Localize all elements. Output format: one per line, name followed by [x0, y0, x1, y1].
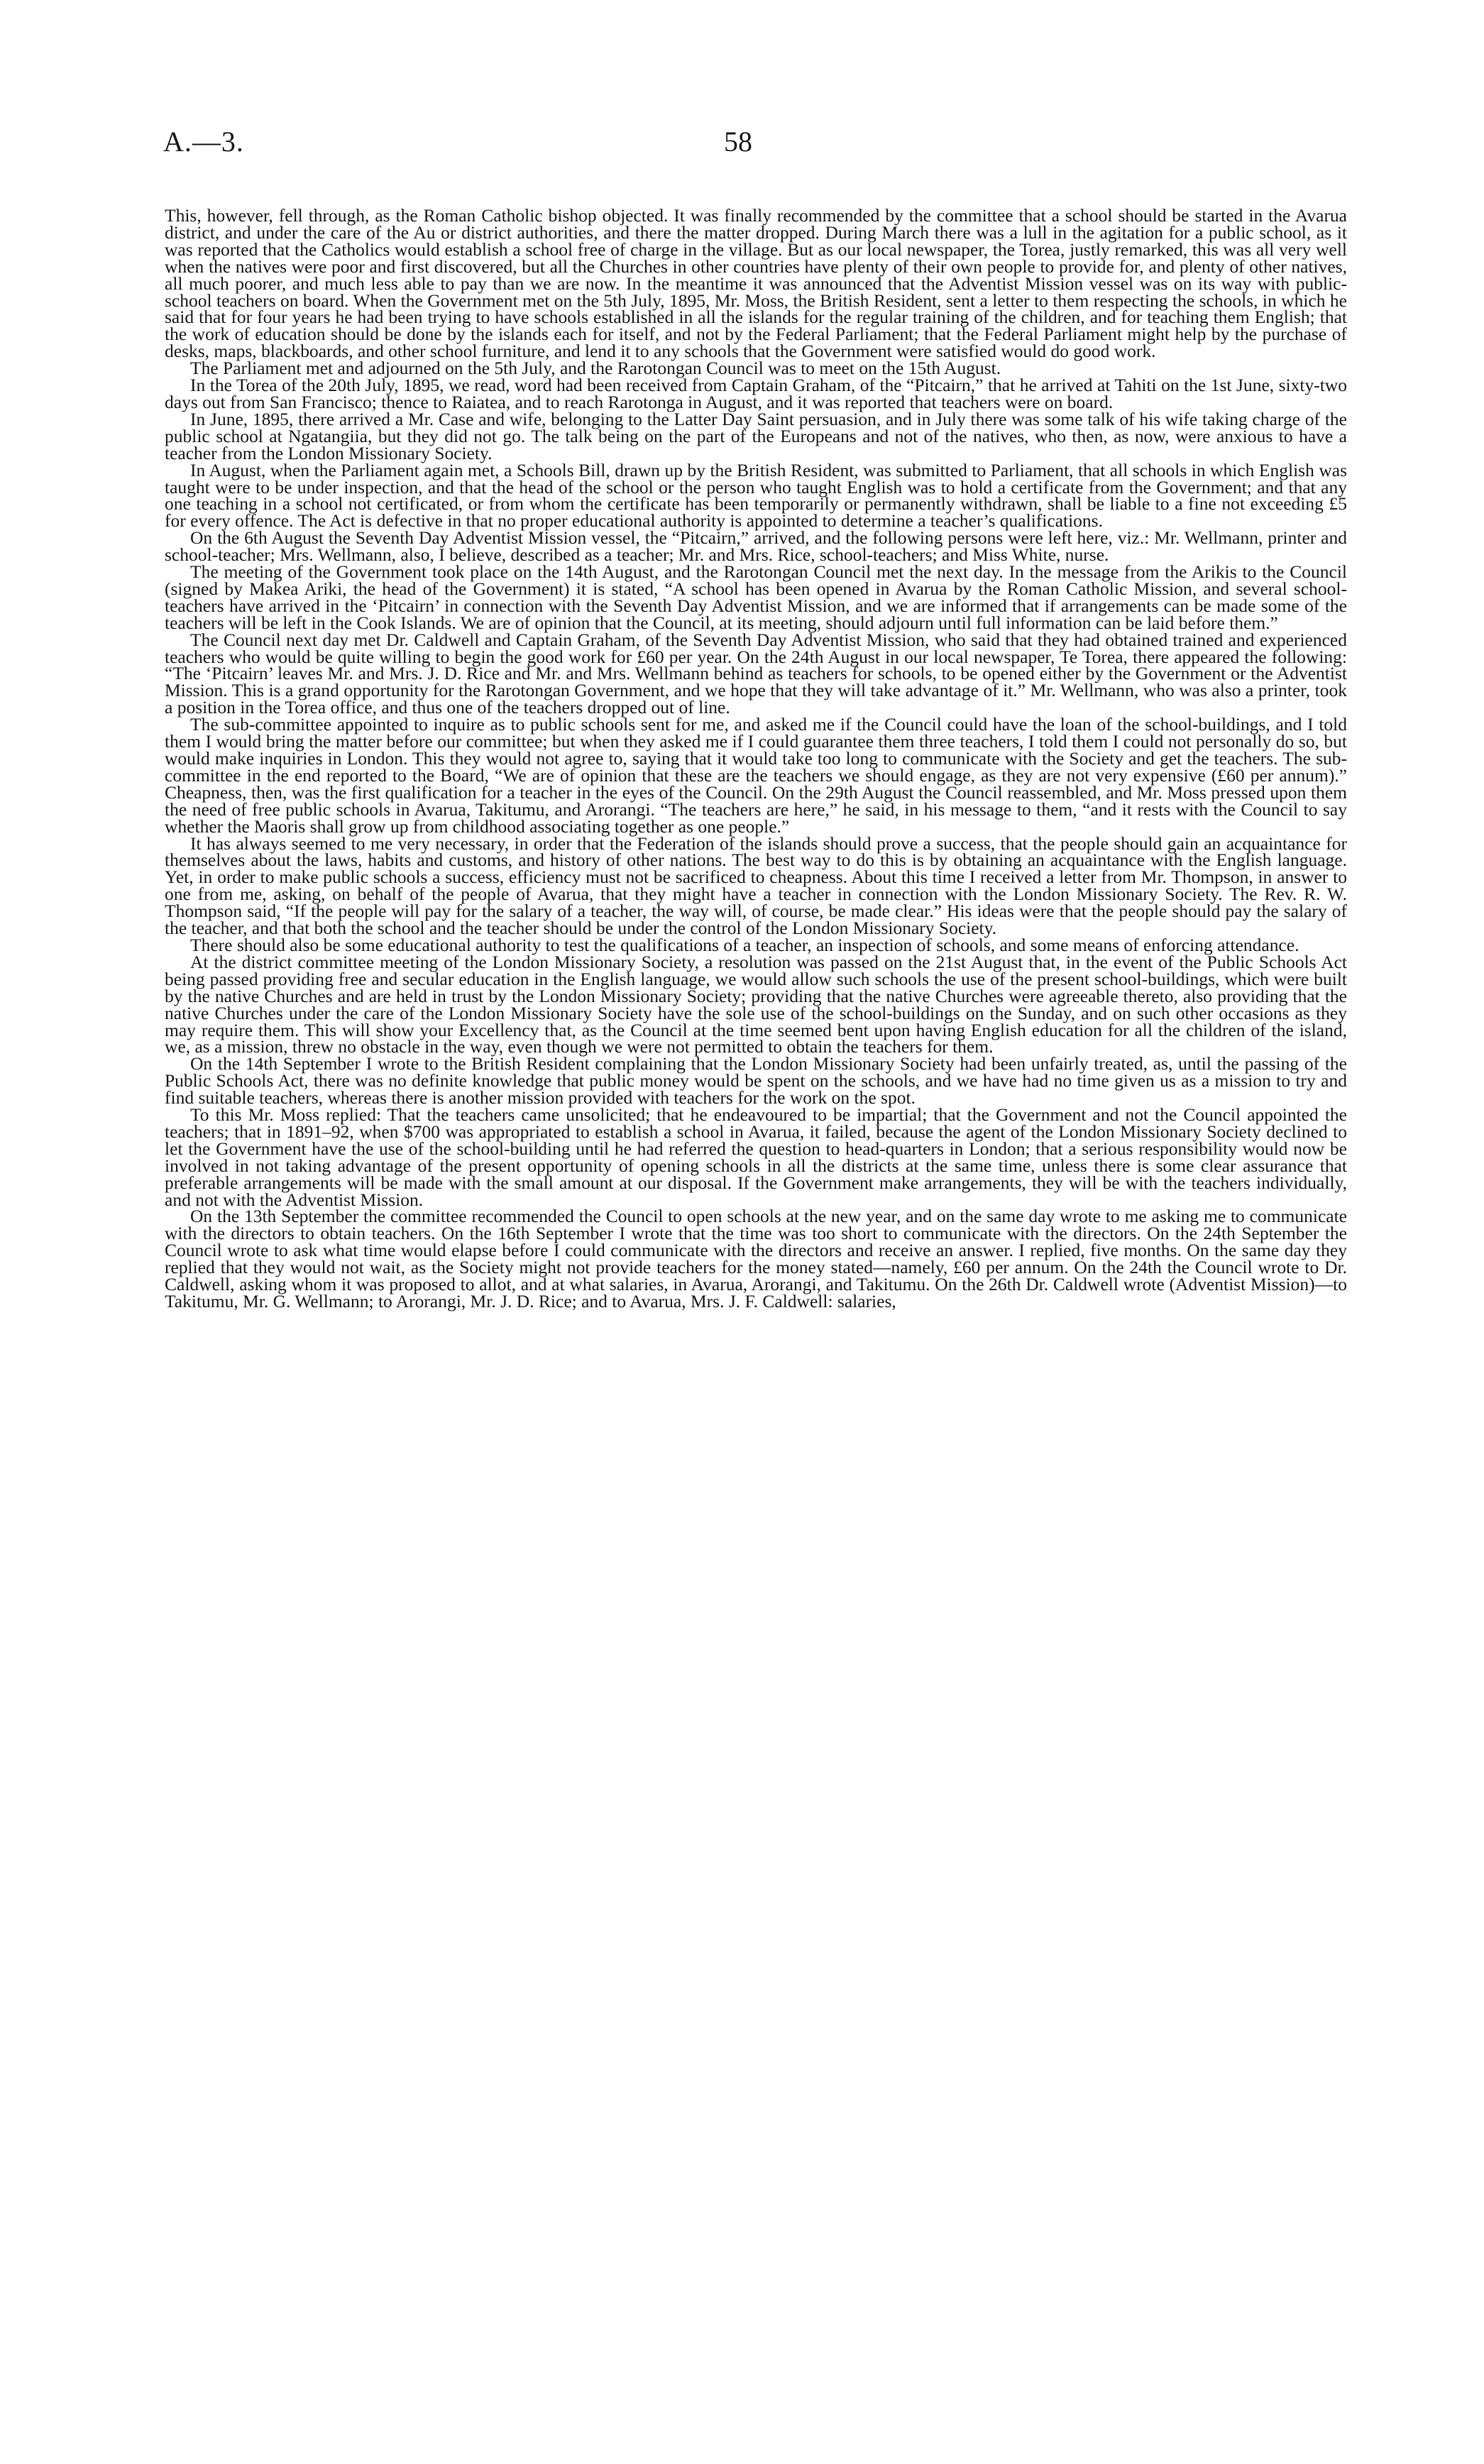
page-header [163, 125, 1348, 167]
page-number: 58 [724, 126, 752, 158]
paragraph: The meeting of the Government took place on the 14th August, and the Rarotongan Council met the next day. In the message from the Arikis to the Council (signed by Makea Ariki, the head of the Government) it is stated, “A school has been opened in Avarua by the Roman Catholic Mission, and several school-teachers have arrived in the ‘Pitcairn’ in connection with the Seventh Day Adventist Mission, and we are informed that if arrangements can be made some of the teachers will be left in the Cook Islands. We are of opinion that the Council, at its meeting, should adjourn until full information can be laid before them.” [165, 561, 1347, 633]
document-reference: A.—3. [163, 126, 244, 158]
paragraph: At the district committee meeting of the London Missionary Society, a resolution was passed on the 21st August that, in the event of the Public Schools Act being passed providing free and secular education in the English language, we would allow such schools the use of the present school-buildings, which were built by the native Churches and are held in trust by the London Missionary Society; providing that the native Churches were agreeable thereto, also providing that the native Churches under the care of the London Missionary Society have the sole use of the school-buildings on the Sunday, and on such other occasions as they may require them. This will show your Excellency that, as the Council at the time seemed bent upon having English education for all the children of the island, we, as a mission, threw no obstacle in the way, even though we were not permitted to obtain the teachers for them. [165, 951, 1347, 1057]
body-text [165, 207, 1347, 1310]
paragraph: There should also be some educational authority to test the qualifications of a teacher, an inspection of schools, and some means of enforcing attendance. [190, 934, 1299, 955]
paragraph: On the 6th August the Seventh Day Adventist Mission vessel, the “Pitcairn,” arrived, and the following persons were left here, viz.: Mr. Wellmann, printer and school-teacher; Mrs. Wellmann, also, I believe, described as a teacher; Mr. and Mrs. Rice, school-teachers; and Miss White, nurse. [165, 527, 1347, 566]
paragraph: In June, 1895, there arrived a Mr. Case and wife, belonging to the Latter Day Saint persuasion, and in July there was some talk of his wife taking charge of the public school at Ngatangiia, but they did not go. The talk being on the part of the Europeans and not of the natives, who then, as now, were anxious to have a teacher from the London Missionary Society. [165, 408, 1347, 463]
paragraph: It has always seemed to me very necessary, in order that the Federation of the islands should prove a success, that the people should gain an acquaintance for themselves about the laws, habits and customs, and history of other nations. The best way to do this is by obtaining an acquaintance with the English language. Yet, in order to make public schools a success, efficiency must not be sacrificed to cheapness. About this time I received a letter from Mr. Thompson, in answer to one from me, asking, on behalf of the people of Avarua, that they might have a teacher in connection with the London Missionary Society. The Rev. R. W. Thompson said, “If the people will pay for the salary of a teacher, the way will, of course, be made clear.” His ideas were that the people should pay the salary of the teacher, and that both the school and the teacher should be under the control of the London Missionary Society. [165, 832, 1347, 939]
paragraph: This, however, fell through, as the Roman Catholic bishop objected. It was finally recommended by the committee that a school should be started in the Avarua district, and under the care of the Au or district authorities, and there the matter dropped. During March there was a lull in the agitation for a public school, as it was reported that the Catholics would establish a school free of charge in the village. But as our local newspaper, the Torea, justly remarked, this was all very well when the natives were poor and first discovered, but all the Churches in other countries have plenty of their own people to provide for, and plenty of other natives, all much poorer, and much less able to pay than we are now. In the meantime it was announced that the Adventist Mission vessel was on its way with public-school teachers on board. When the Government met on the 5th July, 1895, Mr. Moss, the British Resident, sent a letter to them respecting the schools, in which he said that for four years he had been trying to have schools established in all the islands for the regular training of the children, and for teaching them English; that the work of education should be done by the islands each for itself, and not by the Federal Parliament; that the Federal Parliament might help by the purchase of desks, maps, blackboards, and other school furniture, and lend it to any schools that the Government were satisfied would do good work. [165, 205, 1347, 362]
paragraph: In August, when the Parliament again met, a Schools Bill, drawn up by the British Resident, was submitted to Parliament, that all schools in which English was taught were to be under inspection, and that the head of the school or the person who taught English was to hold a certificate from the Government; and that any one teaching in a school not certificated, or from whom the certificate has been temporarily or permanently withdrawn, shall be liable to a fine not exceeding £5 for every offence. The Act is defective in that no proper educational authority is appointed to determine a teacher’s qualifications. [165, 459, 1347, 532]
paragraph: To this Mr. Moss replied: That the teachers came unsolicited; that he endeavoured to be impartial; that the Government and not the Council appointed the teachers; that in 1891–92, when $700 was appropriated to establish a school in Avarua, it failed, because the agent of the London Missionary Society declined to let the Government have the use of the school-building until he had referred the question to head-quarters in London; that a serious responsibility would now be involved in not taking advantage of the present opportunity of opening schools in all the districts at the same time, unless there is some clear assurance that preferable arrangements will be made with the small amount at our disposal. If the Government make arrangements, they will be with the teachers individually, and not with the Adventist Mission. [165, 1104, 1347, 1210]
paragraph: The Parliament met and adjourned on the 5th July, and the Rarotongan Council was to meet on the 15th August. [190, 358, 1001, 379]
paragraph: The Council next day met Dr. Caldwell and Captain Graham, of the Seventh Day Adventist Mission, who said that they had obtained trained and experienced teachers who would be quite willing to begin the good work for £60 per year. On the 24th August in our local newspaper, Te Torea, there appeared the following: “The ‘Pitcairn’ leaves Mr. and Mrs. J. D. Rice and Mr. and Mrs. Wellmann behind as teachers for schools, to be opened either by the Government or the Adventist Mission. This is a grand opportunity for the Rarotongan Government, and we hope that they will take advantage of it.” Mr. Wellmann, who was also a printer, took a position in the Torea office, and thus one of the teachers dropped out of line. [165, 629, 1347, 718]
paragraph: In the Torea of the 20th July, 1895, we read, word had been received from Captain Graham, of the “Pitcairn,” that he arrived at Tahiti on the 1st June, sixty-two days out from San Francisco; thence to Raiatea, and to reach Rarotonga in August, and it was reported that teachers were on board. [165, 375, 1347, 412]
paragraph: On the 14th September I wrote to the British Resident complaining that the London Missionary Society had been unfairly treated, as, until the passing of the Public Schools Act, there was no definite knowledge that public money would be spent on the schools, and we have had no time given us as a mission to try and find suitable teachers, whereas there is another mission provided with teachers for the work on the spot. [165, 1053, 1347, 1109]
paragraph: The sub-committee appointed to inquire as to public schools sent for me, and asked me if the Council could have the loan of the school-buildings, and I told them I would bring the matter before our committee; but when they asked me if I could guarantee them three teachers, I told them I could not personally do so, but would make inquiries in London. This they would not agree to, saying that it would take too long to communicate with the Society and get the teachers. The sub-committee in the end reported to the Board, “We are of opinion that these are the teachers we should engage, as they are not very expensive (£60 per annum).” Cheapness, then, was the first qualification for a teacher in the eyes of the Council. On the 29th August the Council reassembled, and Mr. Moss pressed upon them the need of free public schools in Avarua, Takitumu, and Arorangi. “The teachers are here,” he said, in his message to them, “and it rests with the Council to say whether the Maoris shall grow up from childhood associating together as one people.” [165, 714, 1347, 837]
paragraph: On the 13th September the committee recommended the Council to open schools at the new year, and on the same day wrote to me asking me to communicate with the directors to obtain teachers. On the 16th September I wrote that the time was too short to communicate with the directors. On the 24th September the Council wrote to ask what time would elapse before I could communicate with the directors and receive an answer. I replied, five months. On the same day they replied that they would not wait, as the Society might not provide teachers for the money stated—namely, £60 per annum. On the 24th the Council wrote to Dr. Caldwell, asking whom it was proposed to allot, and at what salaries, in Avarua, Arorangi, and Takitumu. On the 26th Dr. Caldwell wrote (Adventist Mission)—to Takitumu, Mr. G. Wellmann; to Arorangi, Mr. J. D. Rice; and to Avarua, Mrs. J. F. Caldwell: salaries, [165, 1206, 1347, 1311]
